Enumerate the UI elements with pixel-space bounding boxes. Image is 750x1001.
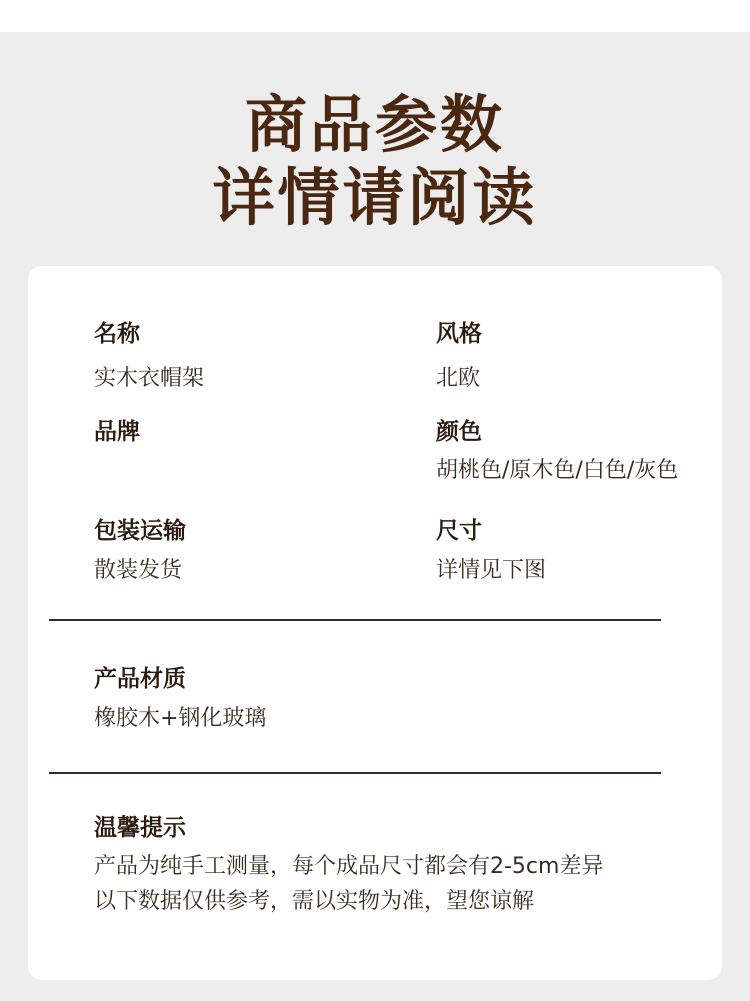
packaging-label: 包装运输 <box>94 518 186 544</box>
color-label: 颜色 <box>436 419 482 445</box>
size-label: 尺寸 <box>436 518 482 544</box>
packaging-value: 散装发货 <box>94 558 183 583</box>
page-title: 商品参数 <box>244 88 505 161</box>
name-value: 实木衣帽架 <box>94 366 205 391</box>
style-label: 风格 <box>436 321 482 347</box>
divider-bottom <box>49 772 661 774</box>
size-value: 详情见下图 <box>436 558 547 583</box>
tips-label: 温馨提示 <box>94 815 186 841</box>
tips-line-1: 产品为纯手工测量，每个成品尺寸都会有2-5cm差异 <box>94 854 604 879</box>
tips-line-2: 以下数据仅供参考，需以实物为准，望您谅解 <box>94 889 535 914</box>
material-label: 产品材质 <box>94 666 186 692</box>
page-subtitle: 详情请阅读 <box>212 161 538 234</box>
color-value: 胡桃色/原木色/白色/灰色 <box>436 458 679 483</box>
params-card <box>28 266 722 980</box>
style-value: 北欧 <box>436 366 481 391</box>
brand-label: 品牌 <box>94 419 140 445</box>
name-label: 名称 <box>94 321 140 347</box>
divider-top <box>49 619 661 621</box>
material-value: 橡胶木+钢化玻璃 <box>94 706 267 731</box>
